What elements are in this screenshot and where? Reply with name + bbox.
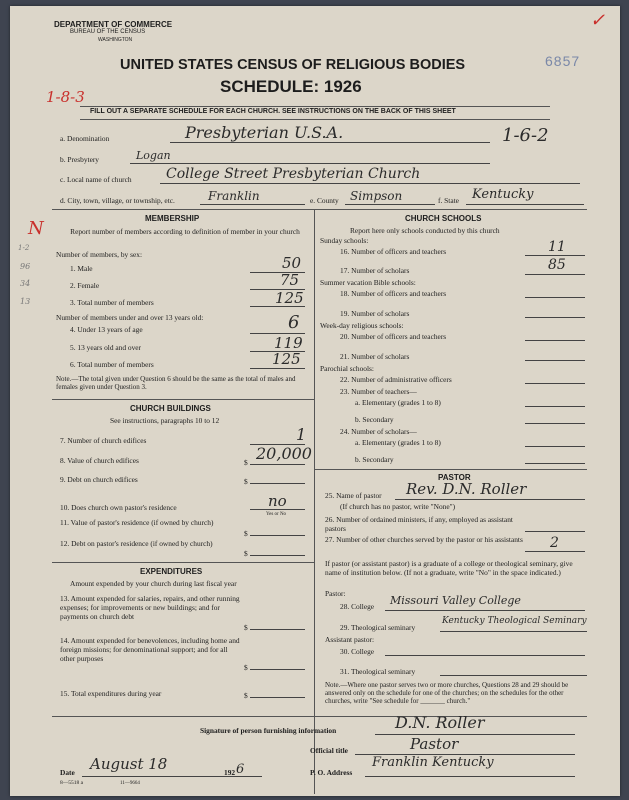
q20-label: 20. Number of officers and teachers	[340, 332, 447, 341]
state-label: f. State	[438, 196, 459, 205]
city-value: Franklin	[208, 189, 260, 203]
document-title: UNITED STATES CENSUS OF RELIGIOUS BODIES	[120, 57, 466, 73]
schedule-year-title: SCHEDULE: 1926	[220, 77, 362, 96]
pastor-title: PASTOR	[438, 473, 471, 482]
q28-value: Missouri Valley College	[390, 594, 521, 607]
q10-value: no	[268, 492, 287, 510]
margin-mark-3: 34	[20, 279, 31, 288]
schools-title: CHURCH SCHOOLS	[405, 214, 482, 223]
q9-dollar: $	[244, 477, 248, 486]
q3-label: 3. Total number of members	[70, 298, 154, 307]
q31-label: 31. Theological seminary	[340, 667, 416, 676]
q28-label: 28. College	[340, 602, 375, 611]
q13-dollar: $	[244, 623, 248, 632]
q27-value: 2	[550, 535, 559, 551]
membership-intro: Report number of members according to definition of member in your church	[70, 227, 300, 236]
q24a-label: a. Elementary (grades 1 to 8)	[355, 438, 441, 447]
q2-value: 75	[280, 271, 300, 289]
year-prefix: 192	[224, 768, 236, 777]
q16-value: 11	[548, 239, 566, 255]
address-label: P. O. Address	[310, 768, 353, 777]
margin-mark-2: 96	[20, 262, 31, 271]
schools-intro: Report here only schools conducted by this church	[350, 226, 500, 235]
graduate-note: If pastor (or assistant pastor) is a graduate of a college or theological seminary, give name of institution below. (If not a graduate, write "No" in the space indicated.)	[325, 559, 573, 577]
margin-mark-1: 1-2	[18, 244, 30, 252]
q27-label: 27. Number of other churches served by the pastor or his assistants	[325, 535, 523, 544]
q23b-label: b. Secondary	[355, 415, 394, 424]
print-number: 11—9664	[120, 781, 140, 786]
q15-label: 15. Total expenditures during year	[60, 689, 162, 698]
q29-value: Kentucky Theological Seminary	[442, 616, 587, 626]
q8-label: 8. Value of church edifices	[60, 456, 139, 465]
city-name: WASHINGTON	[98, 37, 133, 43]
sunday-schools-label: Sunday schools:	[320, 236, 369, 245]
q6-value: 125	[272, 350, 301, 368]
q12-dollar: $	[244, 549, 248, 558]
assistant-sub-label: Assistant pastor:	[325, 635, 375, 644]
weekday-schools-label: Week-day religious schools:	[320, 321, 404, 330]
buildings-subtitle: See instructions, paragraphs 10 to 12	[110, 416, 220, 425]
q26-label: 26. Number of ordained ministers, if any, employed as assistant pastors	[325, 515, 513, 533]
department-name: DEPARTMENT OF COMMERCE	[54, 20, 173, 29]
q25-hint: (If church has no pastor, write "None")	[340, 502, 456, 511]
q23a-label: a. Elementary (grades 1 to 8)	[355, 398, 441, 407]
q5-label: 5. 13 years old and over	[70, 343, 142, 352]
address-value: Franklin Kentucky	[372, 755, 494, 770]
q16-label: 16. Number of officers and teachers	[340, 247, 447, 256]
q10-label: 10. Does church own pastor's residence	[60, 503, 177, 512]
summer-schools-label: Summer vacation Bible schools:	[320, 278, 416, 287]
denomination-label: a. Denomination	[60, 134, 110, 143]
q29-label: 29. Theological seminary	[340, 623, 416, 632]
signature-value: D.N. Roller	[395, 713, 485, 732]
local-name-value: College Street Presbyterian Church	[166, 166, 421, 182]
form-number: 8—5518 a	[60, 780, 84, 786]
presbytery-value: Logan	[136, 149, 171, 162]
buildings-title: CHURCH BUILDINGS	[130, 404, 211, 413]
date-value: August 18	[90, 755, 168, 773]
q25-value: Rev. D.N. Roller	[406, 480, 527, 498]
census-schedule-document	[10, 6, 620, 796]
membership-note: Note.—The total given under Question 6 should be the same as the total of males and females given under Question 3.	[56, 375, 296, 391]
by-sex-label: Number of members, by sex:	[56, 250, 142, 259]
state-value: Kentucky	[472, 187, 534, 202]
pastor-sub-label: Pastor:	[325, 589, 346, 598]
stamp-number: 6857	[545, 53, 581, 69]
q8-value: 20,000	[256, 444, 312, 463]
code-left: 1-8-3	[46, 88, 85, 106]
pastor-note: Note.—Where one pastor serves two or more churches, Questions 28 and 29 should be answered only on the schedule for one of the churches; on the schedules for the other churches, write "See schedule for _______ church."	[325, 681, 569, 705]
q24b-label: b. Secondary	[355, 455, 394, 464]
q7-label: 7. Number of church edifices	[60, 436, 147, 445]
county-value: Simpson	[350, 189, 403, 203]
q21-label: 21. Number of scholars	[340, 352, 410, 361]
q12-label: 12. Debt on pastor's residence (if owned by church)	[60, 539, 213, 548]
city-label: d. City, town, village, or township, etc.	[60, 196, 175, 205]
q30-label: 30. College	[340, 647, 375, 656]
code-right: 1-6-2	[502, 125, 549, 146]
signature-label: Signature of person furnishing information	[200, 726, 337, 735]
q6-label: 6. Total number of members	[70, 360, 154, 369]
q23-label: 23. Number of teachers—	[340, 387, 417, 396]
q4-label: 4. Under 13 years of age	[70, 325, 143, 334]
q2-label: 2. Female	[70, 281, 100, 290]
date-label: Date	[60, 768, 75, 777]
expenditures-title: EXPENDITURES	[140, 567, 203, 576]
q24-label: 24. Number of scholars—	[340, 427, 417, 436]
q18-label: 18. Number of officers and teachers	[340, 289, 447, 298]
year-suffix: 6	[236, 762, 245, 777]
bureau-name: BUREAU OF THE CENSUS	[70, 29, 146, 35]
check-mark: ✓	[590, 10, 606, 31]
by-age-label: Number of members under and over 13 years old:	[56, 313, 204, 322]
q17-value: 85	[548, 257, 566, 273]
q8-dollar: $	[244, 458, 248, 467]
q14-dollar: $	[244, 663, 248, 672]
official-title-value: Pastor	[410, 735, 459, 753]
q22-label: 22. Number of administrative officers	[340, 375, 452, 384]
q7-value: 1	[296, 425, 307, 444]
expenditures-intro: Amount expended by your church during last fiscal year	[70, 579, 237, 588]
q25-label: 25. Name of pastor	[325, 491, 382, 500]
instruction-line: FILL OUT A SEPARATE SCHEDULE FOR EACH CHURCH. SEE INSTRUCTIONS ON THE BACK OF THIS SHEET	[90, 108, 456, 115]
official-title-label: Official title	[310, 746, 348, 755]
county-label: e. County	[310, 196, 339, 205]
q4-value: 6	[288, 312, 300, 333]
q13-label: 13. Amount expended for salaries, repairs, and other running expenses; for improvements or new buildings; and for payments on church debt	[60, 594, 240, 621]
q9-label: 9. Debt on church edifices	[60, 475, 138, 484]
q11-dollar: $	[244, 529, 248, 538]
margin-mark-4: 13	[20, 297, 31, 306]
denomination-value: Presbyterian U.S.A.	[185, 123, 344, 142]
membership-title: MEMBERSHIP	[145, 214, 200, 223]
q19-label: 19. Number of scholars	[340, 309, 410, 318]
margin-mark-n: N	[28, 218, 44, 239]
q17-label: 17. Number of scholars	[340, 266, 410, 275]
q1-value: 50	[282, 254, 302, 272]
q11-label: 11. Value of pastor's residence (if owned by church)	[60, 518, 214, 527]
q3-value: 125	[275, 289, 304, 307]
q14-label: 14. Amount expended for benevolences, including home and foreign missions; for denominational support; and for all other purposes	[60, 636, 240, 663]
q15-dollar: $	[244, 691, 248, 700]
local-name-label: c. Local name of church	[60, 175, 132, 184]
q10-hint: Yes or No	[266, 512, 287, 517]
q1-label: 1. Male	[70, 264, 93, 273]
parochial-schools-label: Parochial schools:	[320, 364, 374, 373]
presbytery-label: b. Presbytery	[60, 155, 99, 164]
q5-value: 119	[274, 334, 303, 352]
